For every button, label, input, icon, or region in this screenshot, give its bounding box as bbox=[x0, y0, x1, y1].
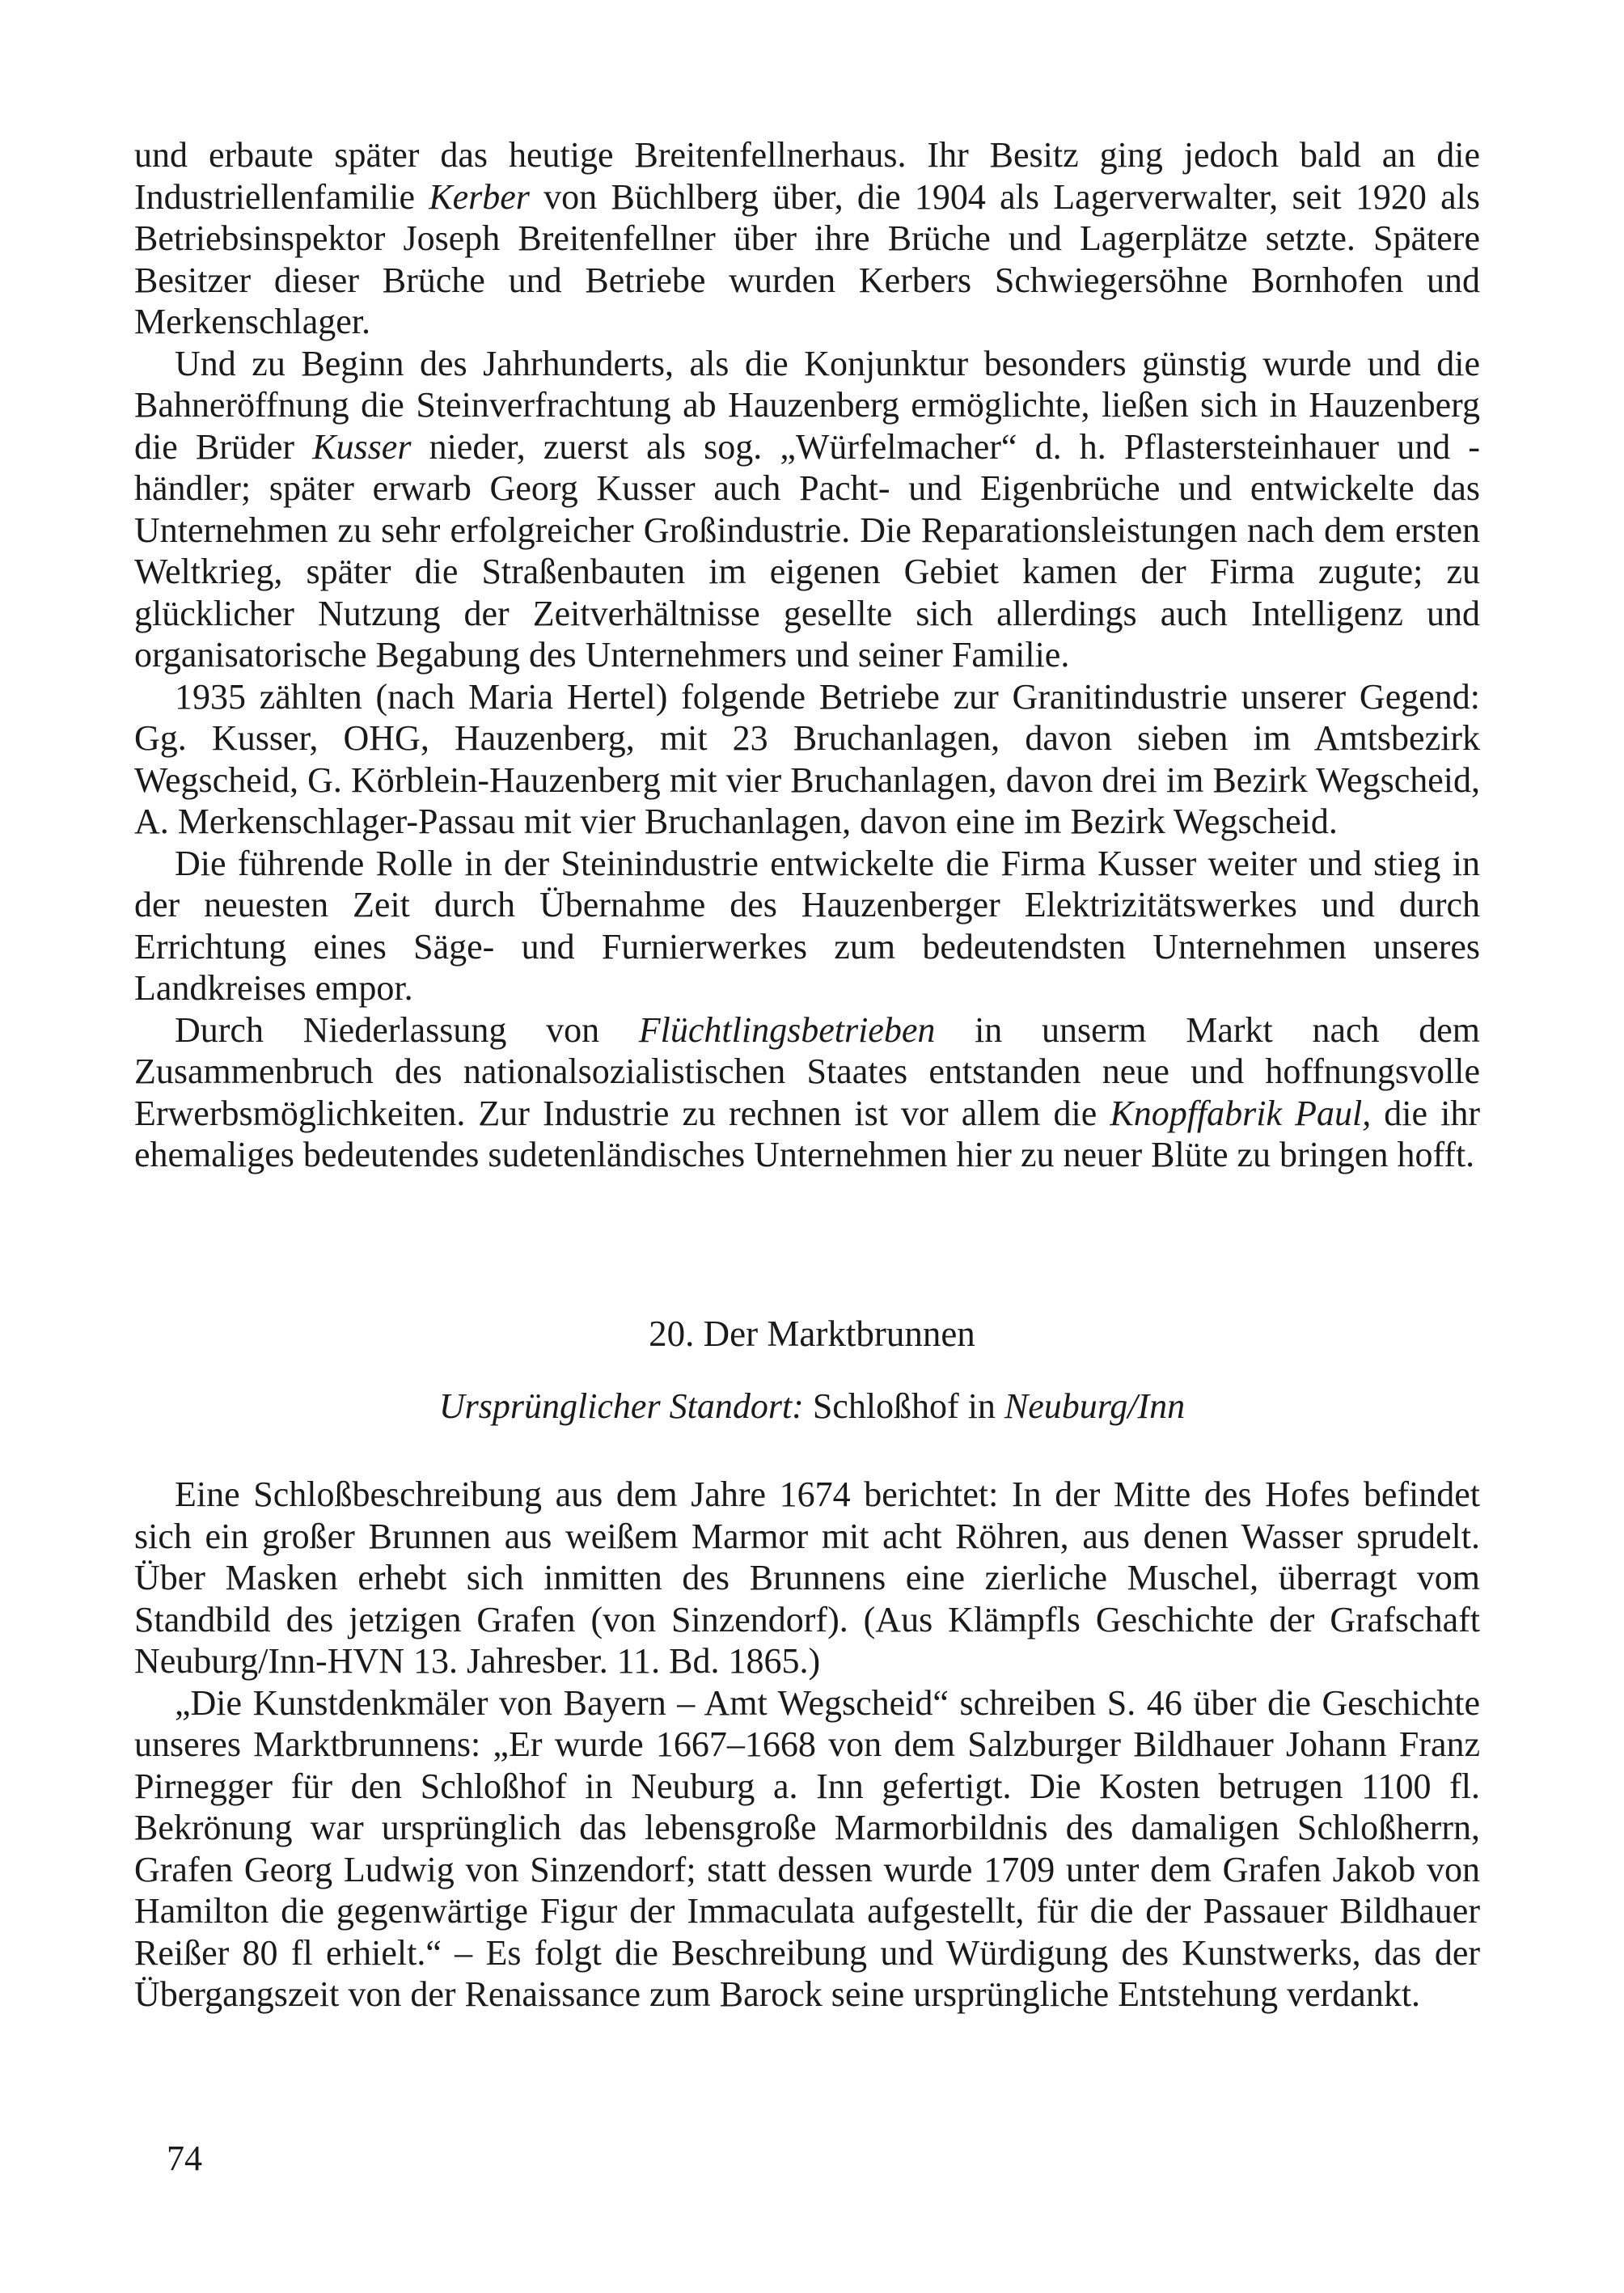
section-heading: 20. Der Marktbrunnen bbox=[649, 1314, 975, 1354]
section-subheading bbox=[0, 1385, 1624, 1428]
paragraph bbox=[134, 1682, 1480, 2016]
text-run: „Die Kunstdenkmäler von Bayern – Amt Wegscheid“ schreiben S. 46 über die Geschichte unseres Marktbrunnens: „Er wurde 1667–1668 von dem Salzburger Bildhauer Johann Franz Pirnegger für den Schloßhof in Neuburg a. Inn gefertigt. Die Kosten betrugen 1100 fl. Bekrönung war ursprünglich das lebensgroße Marmorbildnis des damaligen Schloßherrn, Grafen Georg Ludwig von Sinzendorf; statt dessen wurde 1709 unter dem Grafen Jakob von Hamilton die gegenwärtige Figur der Immaculata aufgestellt, für die der Passauer Bildhauer Reißer 80 fl erhielt.“ – Es folgt die Beschreibung und Würdigung des Kunstwerks, das der Übergangszeit von der Renaissance zum Barock seine ursprüngliche Entstehung verdankt. bbox=[134, 1682, 1480, 2014]
paragraph bbox=[134, 676, 1480, 843]
text-run: Eine Schloßbeschreibung aus dem Jahre 1674 berichtet: In der Mitte des Hofes befindet sich ein großer Brunnen aus weißem Marmor mit acht Röhren, aus denen Wasser sprudelt. Über Masken erhebt sich inmitten des Brunnens eine zierliche Muschel, überragt vom Standbild des jetzigen Grafen (von Sinzendorf). (Aus Klämpfls Geschichte der Grafschaft Neuburg/Inn-HVN 13. Jahresber. 11. Bd. 1865.) bbox=[134, 1474, 1480, 1681]
text-run-italic: Kusser bbox=[312, 426, 412, 467]
subheading-run-italic: Neuburg/Inn bbox=[1004, 1386, 1186, 1426]
text-run-italic: Kerber bbox=[429, 176, 530, 217]
text-run-italic: Knopffabrik Paul, bbox=[1110, 1093, 1372, 1133]
text-run: Durch Niederlassung von bbox=[175, 1009, 639, 1050]
page-number: 74 bbox=[167, 2139, 202, 2178]
text-run: und erbaute später das heutige Breitenfellnerhaus. Ihr Besitz ging jedoch bald an die Industriellenfamilie bbox=[134, 135, 1480, 217]
body-text-bottom bbox=[134, 1474, 1480, 2016]
text-run: Die führende Rolle in der Steinindustrie entwickelte die Firma Kusser weiter und stieg in der neuesten Zeit durch Übernahme des Hauzenberger Elektrizitätswerkes und durch Errichtung eines Säge- und Furnierwerkes zum bedeutendsten Unternehmen unseres Landkreises empor. bbox=[134, 843, 1480, 1008]
paragraph bbox=[134, 1009, 1480, 1176]
paragraph bbox=[134, 843, 1480, 1009]
paragraph bbox=[134, 343, 1480, 676]
subheading-run-italic: Ursprünglicher Standort: bbox=[438, 1386, 804, 1426]
body-text-top bbox=[134, 134, 1480, 1176]
text-run: die ihr ehemaliges bedeutendes sudetenländisches Unternehmen hier zu neuer Blüte zu bringen hofft. bbox=[134, 1093, 1480, 1174]
paragraph bbox=[134, 1474, 1480, 1682]
text-run: in unserm Markt nach dem Zusammenbruch des nationalsozialistischen Staates entstanden neue und hoffnungsvolle Erwerbsmöglichkeiten. Zur Industrie zu rechnen ist vor allem die bbox=[134, 1009, 1480, 1133]
paragraph bbox=[134, 134, 1480, 343]
text-run: nieder, zuerst als sog. „Würfelmacher“ d. h. Pflastersteinhauer und -händler; später erwarb Georg Kusser auch Pacht- und Eigenbrüche und entwickelte das Unternehmen zu sehr erfolgreicher Großindustrie. Die Reparationsleistungen nach dem ersten Weltkrieg, später die Straßenbauten im eigenen Gebiet kamen der Firma zugute; zu glücklicher Nutzung der Zeitverhältnisse gesellte sich allerdings auch Intelligenz und organisatorische Begabung des Unternehmers und seiner Familie. bbox=[134, 426, 1480, 675]
text-run-italic: Flüchtlingsbetrieben bbox=[638, 1009, 936, 1050]
text-run: Und zu Beginn des Jahrhunderts, als die Konjunktur besonders günstig wurde und die Bahneröffnung die Steinverfrachtung ab Hauzenberg ermöglichte, ließen sich in Hauzenberg die Brüder bbox=[134, 343, 1480, 467]
text-run: von Büchlberg über, die 1904 als Lagerverwalter, seit 1920 als Betriebsinspektor Joseph Breitenfellner über ihre Brüche und Lagerplätze setzte. Spätere Besitzer dieser Brüche und Betriebe wurden Kerbers Schwiegersöhne Bornhofen und Merkenschlager. bbox=[134, 176, 1480, 341]
text-run: 1935 zählten (nach Maria Hertel) folgende Betriebe zur Granitindustrie unserer Gegend: Gg. Kusser, OHG, Hauzenberg, mit 23 Bruchanlagen, davon sieben im Amtsbezirk Wegscheid, G. Körblein-Hauzenberg mit vier Bruchanlagen, davon drei im Bezirk Wegscheid, A. Merkenschlager-Passau mit vier Bruchanlagen, davon eine im Bezirk Wegscheid. bbox=[134, 676, 1480, 841]
subheading-run: Schloßhof in bbox=[803, 1386, 1004, 1426]
